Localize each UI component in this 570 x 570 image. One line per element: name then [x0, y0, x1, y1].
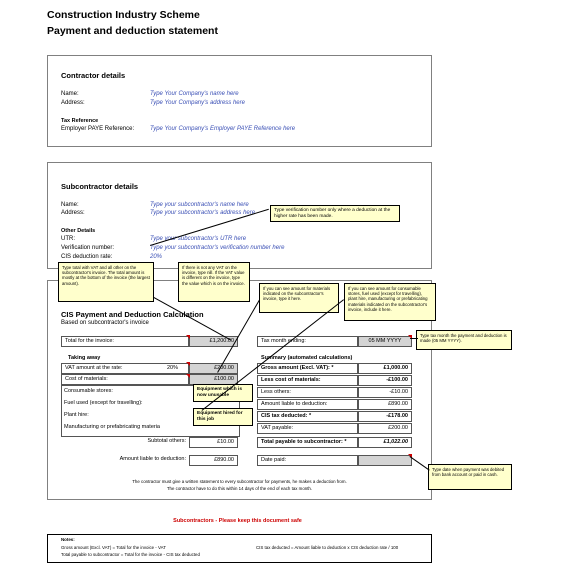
total-invoice-field[interactable]: £1,200.00: [189, 336, 238, 347]
utr-label: UTR:: [61, 236, 75, 242]
verification-field[interactable]: Type your subcontractor's verification number here: [150, 245, 285, 251]
vat-field[interactable]: £200.00: [189, 363, 238, 374]
notes-line-3: CIS tax deducted = Amount liable to deduction x CIS deduction rate / 100: [256, 545, 399, 550]
contractor-address-field[interactable]: Type Your Company's address here: [150, 100, 245, 106]
cis-deducted-value: -£178.00: [358, 411, 412, 422]
comment-marker-total[interactable]: [186, 335, 190, 339]
comment-marker-vat[interactable]: [186, 362, 190, 366]
calc-heading: CIS Payment and Deduction Calculation: [61, 310, 204, 319]
date-paid-field[interactable]: [358, 455, 412, 466]
cis-deducted-label: CIS tax deducted: *: [257, 411, 358, 422]
paye-label: Employer PAYE Reference:: [61, 126, 135, 132]
sub-address-field[interactable]: Type your subcontractor's address here: [150, 210, 256, 216]
contractor-heading: Contractor details: [61, 71, 126, 80]
taking-away-heading: Taking away: [68, 355, 101, 361]
comment-materials: If you can see amount for materials indicated on the subcontractor's invoice, type it here.: [259, 283, 339, 313]
vat-payable-value: £200.00: [358, 423, 412, 434]
subtotal-field: £10.00: [189, 437, 238, 448]
comment-no-vat: If there is not any VAT on the invoice, type nill. If the VAT value is different on the invoice, type the value which is on the invoice.: [178, 262, 250, 302]
manufacturing-label: Manufacturing or prefabricating materia: [61, 423, 189, 434]
less-others-value: -£10.00: [358, 387, 412, 398]
contractor-section: [47, 55, 432, 147]
comment-equipment-hired: Equipment hired for this job: [193, 408, 253, 426]
doc-subtitle: Payment and deduction statement: [47, 25, 218, 37]
sub-address-label: Address:: [61, 210, 85, 216]
footer-line-2: The contractor have to do this within 14 days of the end of each tax month.: [166, 486, 313, 491]
materials-field[interactable]: £100.00: [189, 374, 238, 385]
other-details-heading: Other Details: [61, 228, 96, 234]
calc-subheading: Based on subcontractor's invoice: [61, 320, 149, 326]
keep-safe-notice: Subcontractors - Please keep this document safe: [173, 518, 302, 524]
total-payable-label: Total payable to subcontractor: *: [257, 437, 358, 448]
summary-heading: Summary (automated calculations): [261, 355, 353, 361]
contractor-address-label: Address:: [61, 100, 85, 106]
comment-total-vat: Type total with VAT and all other on the subcontractor's invoice. The total amount is mostly at the bottom of the invoice (the largest amount).: [58, 262, 154, 302]
tax-month-label: Tax month ending:: [257, 336, 358, 347]
fuel-label: Fuel used (except for travelling):: [61, 399, 189, 410]
materials-label: Cost of materials:: [61, 374, 189, 385]
sum-liable-value: £890.00: [358, 399, 412, 410]
comment-date-paid: Type date when payment was debited from bank account or paid in cash.: [428, 464, 512, 490]
liable-field: £890.00: [189, 455, 238, 466]
gross-label: Gross amount (Excl. VAT): *: [257, 363, 358, 374]
comment-consumables: If you can see amount for consumable stores, fuel used (except for travelling), plant hire, manufacturing or prefabricating materials indicated on the subcontractor's invoice, include it here.: [344, 283, 436, 321]
contractor-name-field[interactable]: Type Your Company's name here: [150, 91, 239, 97]
plant-hire-label: Plant hire:: [61, 411, 189, 422]
footer-line-1: The contractor must give a written statement to every subcontractor for payments, he makes a deduction from.: [132, 479, 347, 484]
notes-heading: Notes:: [61, 537, 75, 542]
sub-name-field[interactable]: Type your subcontractor's name here: [150, 202, 249, 208]
utr-field[interactable]: Type your subcontractor's UTR here: [150, 236, 247, 242]
notes-section: [47, 534, 432, 563]
notes-line-2: Total payable to subcontractor = Total for the invoice - CIS tax deducted: [61, 552, 200, 557]
vat-rate: 20%: [166, 365, 178, 371]
sub-name-label: Name:: [61, 202, 79, 208]
vat-label: VAT amount at the rate:: [65, 365, 123, 371]
deduction-rate-label: CIS deduction rate:: [61, 254, 113, 260]
consumables-label: Consumable stores:: [61, 387, 189, 398]
vat-label-row: [61, 363, 189, 374]
doc-title: Construction Industry Scheme: [47, 9, 200, 21]
comment-marker-materials[interactable]: [186, 374, 190, 378]
less-materials-value: -£100.00: [358, 375, 412, 386]
less-others-label: Less others:: [257, 387, 358, 398]
sum-liable-label: Amount liable to deduction:: [257, 399, 358, 410]
connector-tax-month: [410, 338, 418, 339]
comment-tax-month: Type tax month the payment and deduction is made (05 MM YYYY).: [416, 330, 512, 350]
liable-label: Amount liable to deduction:: [61, 455, 189, 466]
tax-reference-heading: Tax Reference: [61, 118, 99, 124]
paye-field[interactable]: Type Your Company's Employer PAYE Reference here: [150, 126, 296, 132]
verification-label: Verification number:: [61, 245, 115, 251]
contractor-name-label: Name:: [61, 91, 79, 97]
subcontractor-heading: Subcontractor details: [61, 182, 139, 191]
comment-equipment-unusable: Equipment which is now unusable: [193, 384, 253, 402]
less-materials-label: Less cost of materials:: [257, 375, 358, 386]
deduction-rate-field[interactable]: 20%: [150, 254, 163, 260]
total-payable-value: £1,022.00: [358, 437, 412, 448]
comment-verification: Type verification number only where a deduction at the higher rate has been made.: [270, 205, 400, 222]
gross-value: £1,000.00: [358, 363, 412, 374]
vat-payable-label: VAT payable:: [257, 423, 358, 434]
subtotal-label: Subtotal others:: [61, 437, 189, 448]
notes-line-1: Gross amount (Excl. VAT) = Total for the invoice - VAT: [61, 545, 166, 550]
tax-month-field[interactable]: 05 MM YYYY: [358, 336, 412, 347]
total-invoice-label: Total for the invoice:: [61, 336, 189, 347]
date-paid-label: Date paid:: [257, 455, 358, 466]
